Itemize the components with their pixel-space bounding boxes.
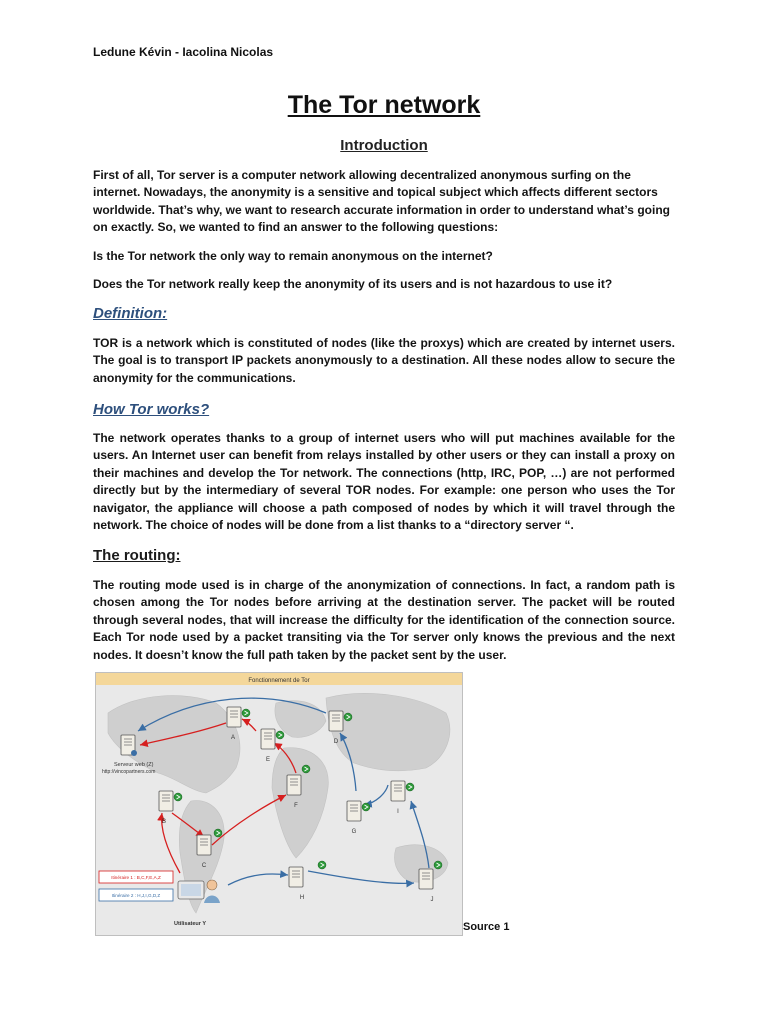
svg-text:H: H — [299, 895, 305, 901]
how-tor-works-heading: How Tor works? — [93, 401, 210, 418]
definition-paragraph: TOR is a network which is constituted of nodes (like the proxys) which are created by internet users. The goal is to transport IP packets anonymously to a destination. All these nodes allow to secure the anonymity for the communications. — [93, 336, 675, 385]
svg-text:G: G — [351, 829, 357, 835]
definition-heading: Definition: — [93, 305, 168, 322]
svg-text:A: A — [230, 735, 236, 741]
svg-text:E: E — [265, 757, 271, 763]
introduction-paragraph: First of all, Tor server is a computer network allowing decentralized anonymous surfing on the internet. Nowadays, the anonymity is a sensitive and topical subject which affects different sectors worldwide. That’s why, we want to research accurate information in order to understand what’s going on exactly. So, we wanted to find an answer to the following questions: — [93, 168, 670, 235]
routing-paragraph: The routing mode used is in charge of the anonymization of connections. In fact, a random path is chosen among the Tor nodes before arriving at the destination server. The packet will be routed through several nodes, that will increase the difficulty for the identification of the connection source. Each Tor node used by a packet transiting via the Tor server only knows the previous and the next nodes. It doesn’t know the full path taken by the packet sent by the user. — [93, 578, 675, 662]
how-tor-works-paragraph: The network operates thanks to a group of internet users who will put machines available for the users. An Internet user can benefit from relays installed by other users or they can install a proxy on their machines and develop the Tor network. The connections (http, IRC, POP, …) are not performed directly but by the intermediary of several TOR nodes. For example: one person who uses the Tor navigator, the appliance will choose a path composed of nodes by which it will travel through the network. The choice of nodes will be done from a list thanks to a “directory server “. — [93, 431, 675, 533]
svg-text:J: J — [430, 897, 434, 903]
diagram-canvas — [96, 673, 462, 935]
user-label: Utilisateur Y — [174, 921, 206, 927]
tor-routing-diagram — [95, 672, 463, 936]
question-two: Does the Tor network really keep the anonymity of its users and is not hazardous to use it? — [93, 277, 613, 291]
web-server-url: http://vincopartners.com — [102, 769, 156, 775]
svg-text:B: B — [161, 819, 167, 825]
document-title: The Tor network — [287, 91, 481, 119]
route-2-label: Itinéraire 2 : H,J,I,G,D,Z — [111, 893, 161, 898]
introduction-heading: Introduction — [340, 137, 428, 154]
diagram-title: Fonctionnement de Tor — [248, 678, 310, 684]
web-server-label: Serveur web (Z) — [114, 762, 154, 768]
svg-text:I: I — [397, 809, 399, 815]
route-1-label: Itinéraire 1 : B,C,F,E,A,Z — [111, 875, 161, 880]
svg-text:F: F — [294, 803, 298, 809]
svg-text:C: C — [201, 863, 207, 869]
svg-text:D: D — [333, 739, 339, 745]
figure-caption: Source 1 — [463, 921, 510, 933]
author-line: Ledune Kévin - Iacolina Nicolas — [93, 45, 274, 59]
question-one: Is the Tor network the only way to remain anonymous on the internet? — [93, 249, 493, 263]
routing-heading: The routing: — [93, 547, 181, 564]
